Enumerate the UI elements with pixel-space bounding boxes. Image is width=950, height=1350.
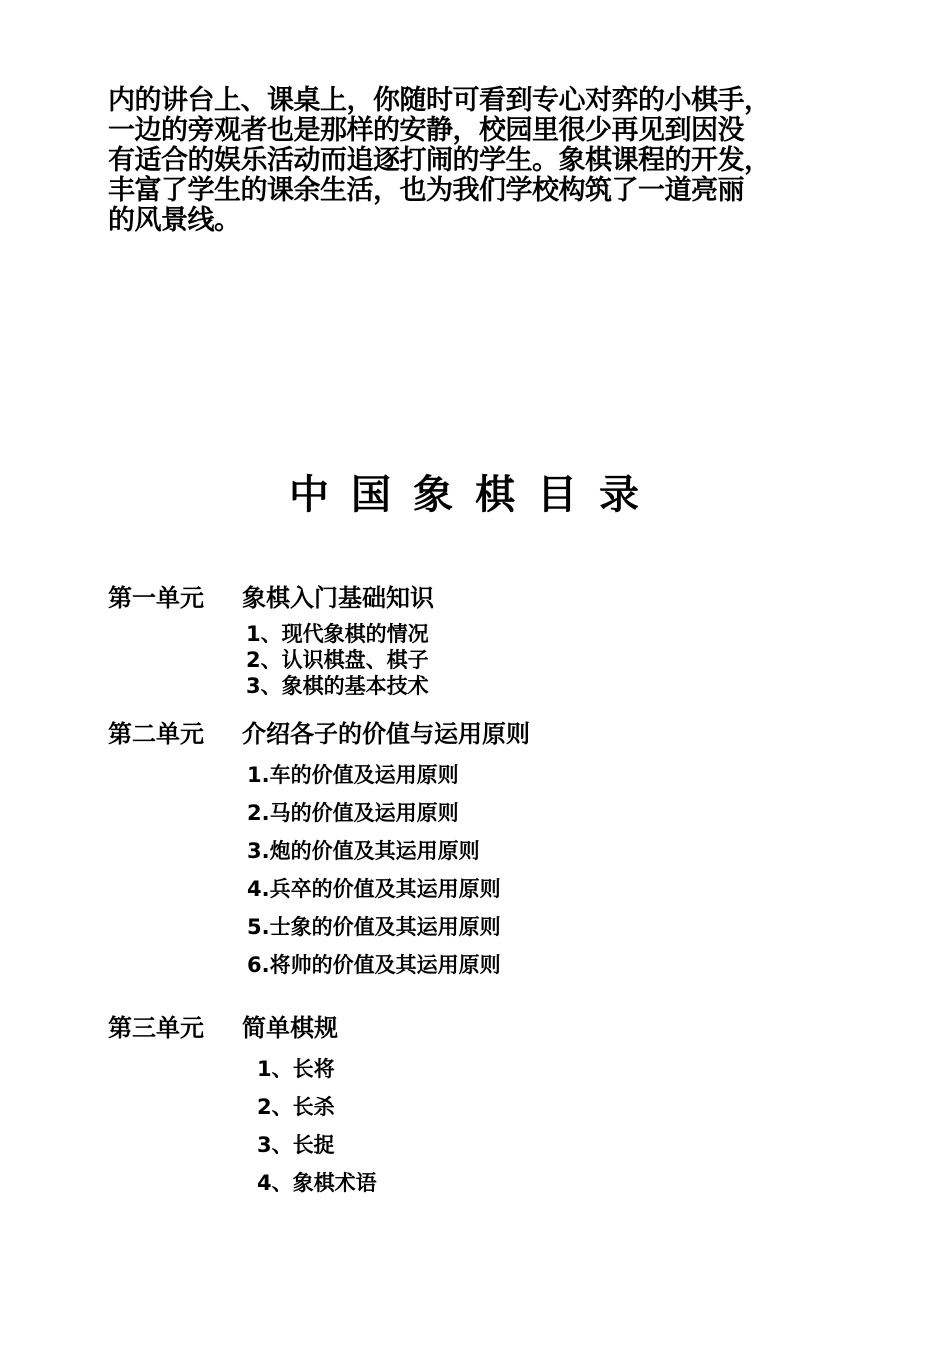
unit-heading-2: [108, 719, 530, 749]
toc-item: 1、现代象棋的情况: [246, 622, 429, 646]
unit-label: 第三单元: [108, 1014, 204, 1042]
intro-paragraph: [108, 86, 848, 236]
toc-item: 4.兵卒的价值及其运用原则: [247, 877, 501, 901]
toc-item: 2、认识棋盘、棋子: [246, 648, 429, 672]
unit-label: 第二单元: [108, 720, 204, 748]
intro-line: 内的讲台上、课桌上，你随时可看到专心对弈的小棋手，: [108, 85, 771, 116]
toc-item: 3.炮的价值及其运用原则: [247, 839, 480, 863]
toc-item: 1、长将: [257, 1057, 335, 1081]
toc-item: 5.士象的价值及其运用原则: [247, 915, 501, 939]
toc-item: 2.马的价值及运用原则: [247, 801, 459, 825]
toc-item: 1.车的价值及运用原则: [247, 763, 459, 787]
unit-title: 象棋入门基础知识: [242, 584, 434, 612]
unit-heading-1: [108, 583, 434, 613]
toc-item: 4、象棋术语: [257, 1171, 377, 1195]
toc-item: 6.将帅的价值及其运用原则: [247, 953, 501, 977]
toc-title: 中国象棋目录: [289, 472, 661, 518]
intro-line: 的风景线。: [108, 205, 241, 236]
intro-line: 一边的旁观者也是那样的安静，校园里很少再见到因没: [108, 115, 744, 146]
toc-item: 3、象棋的基本技术: [246, 674, 429, 698]
unit-label: 第一单元: [108, 584, 204, 612]
intro-line: 有适合的娱乐活动而追逐打闹的学生。象棋课程的开发，: [108, 145, 771, 176]
toc-item: 3、长捉: [257, 1133, 335, 1157]
unit-title: 介绍各子的价值与运用原则: [242, 720, 530, 748]
intro-line: 丰富了学生的课余生活，也为我们学校构筑了一道亮丽: [108, 175, 744, 206]
unit-title: 简单棋规: [242, 1014, 338, 1042]
toc-item: 2、长杀: [257, 1095, 335, 1119]
unit-heading-3: [108, 1013, 338, 1043]
